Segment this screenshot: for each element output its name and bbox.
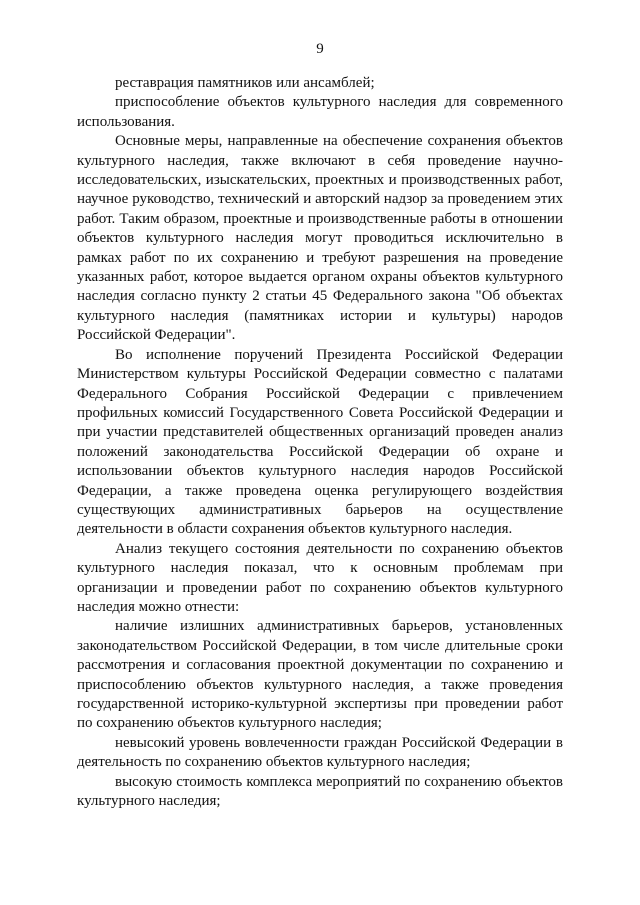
paragraph-adaptation: приспособление объектов культурного наследия для современного использования. bbox=[77, 94, 563, 130]
page-number: 9 bbox=[316, 41, 324, 57]
paragraph-presidential-orders: Во исполнение поручений Президента Российской Федерации Министерством культуры Российской Федерации совместно с палатами Федерального Собрания Российской Федерации с привлечением профильных комиссий Государственного Совета Российской Федерации и при участии представителей общественных организаций проведен анализ положений законодательства Российской Федерации об охране и использовании объектов культурного наследия народов Российской Федерации, а также проведена оценка регулирующего воздействия существующих административных барьеров на осуществление деятельности в области сохранения объектов культурного наследия. bbox=[77, 346, 563, 538]
paragraph-high-cost: высокую стоимость комплекса мероприятий по сохранению объектов культурного наследия; bbox=[77, 773, 563, 810]
paragraph-admin-barriers: наличие излишних административных барьеров, установленных законодательством Российской Федерации, в том числе длительные сроки рассмотрения и согласования проектной документации по сохранению и приспособлению объектов культурного наследия, а также проведения государственной историко-культурной экспертизы при проведении работ по сохранению объектов культурного наследия; bbox=[77, 618, 563, 732]
paragraph-restoration: реставрация памятников или ансамблей; bbox=[115, 75, 375, 91]
paragraph-main-measures: Основные меры, направленные на обеспечение сохранения объектов культурного наследия, также включают в себя проведение научно-исследовательских, изыскательских, проектных и производственных работ, научное руководство, технический и авторский надзор за проведением этих работ. Таким образом, проектные и производственные работы в отношении объектов культурного наследия могут проводиться исключительно в рамках работ по их сохранению и требуют разрешения на проведение указанных работ, которое выдается органом охраны объектов культурного наследия согласно пункту 2 статьи 45 Федерального закона "Об объектах культурного наследия (памятниках истории и культуры) народов Российской Федерации". bbox=[77, 133, 563, 344]
paragraph-analysis-intro: Анализ текущего состояния деятельности по сохранению объектов культурного наследия показал, что к основным проблемам при организации и проведении работ по сохранению объектов культурного наследия можно отнести: bbox=[77, 540, 563, 615]
document-body bbox=[77, 74, 563, 811]
paragraph-citizen-involvement: невысокий уровень вовлеченности граждан Российской Федерации в деятельность по сохранению объектов культурного наследия; bbox=[77, 734, 563, 771]
